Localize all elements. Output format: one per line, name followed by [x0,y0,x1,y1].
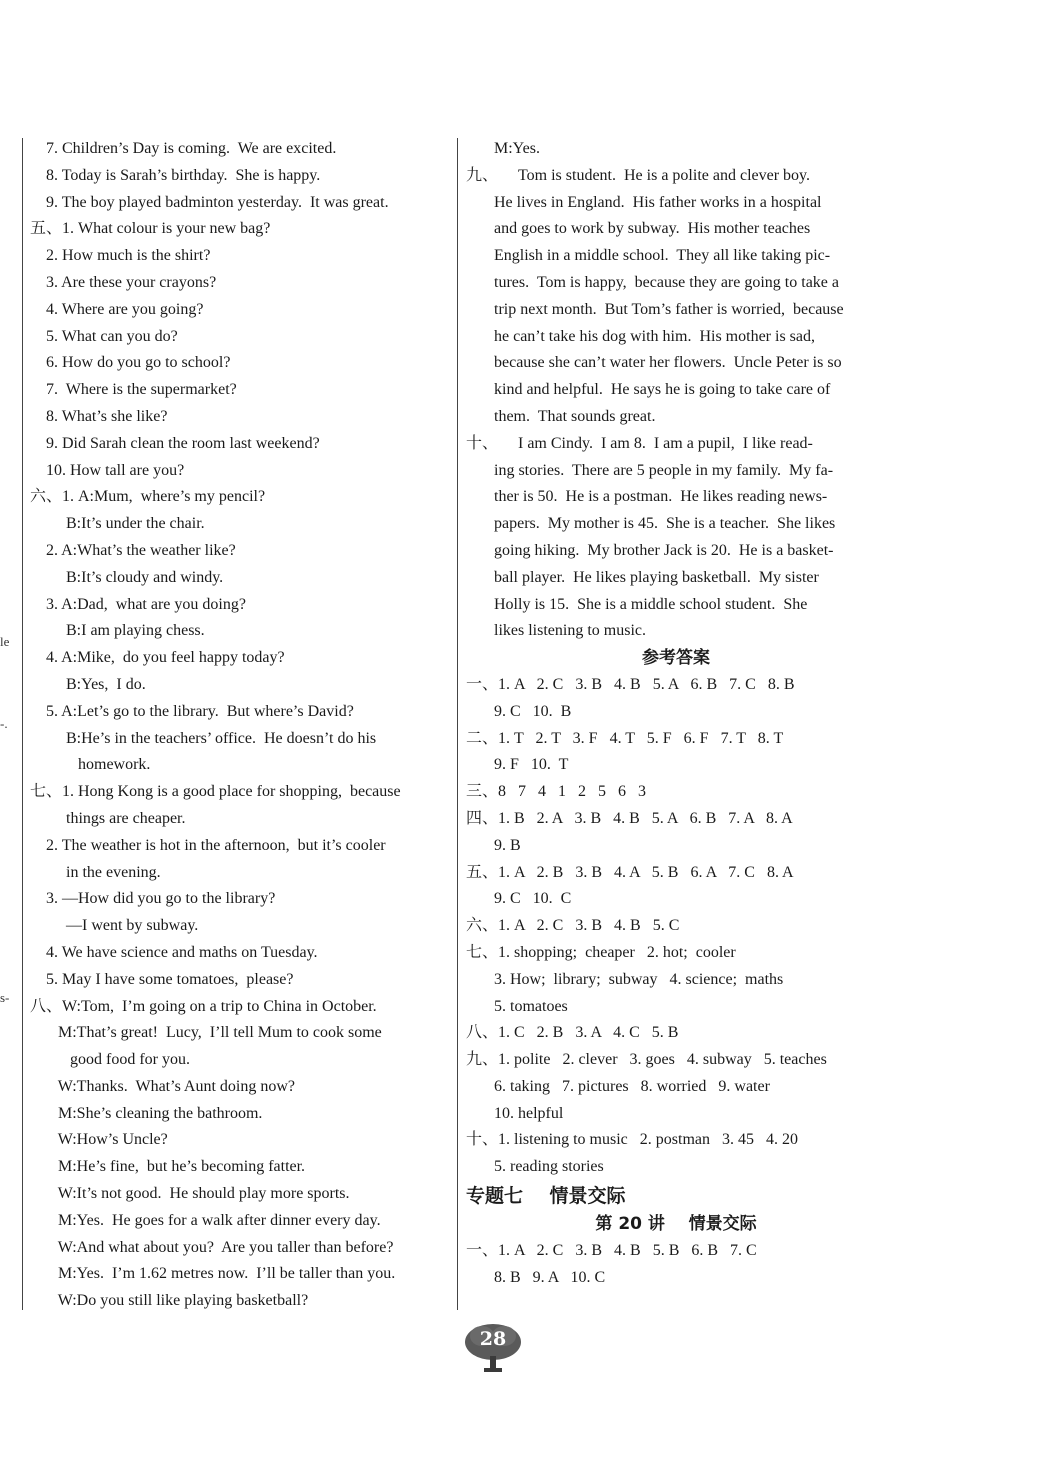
text-line: 10. How tall are you? [30,461,185,479]
text-line: M:That’s great! Lucy, I’ll tell Mum to cook some [30,1024,382,1042]
text-line: 10. helpful [466,1104,564,1122]
text-line: things are cheaper. [30,809,186,827]
text-line: 一、1. A 2. C 3. B 4. B 5. B 6. B 7. C [466,1241,757,1259]
left-column [30,136,450,1315]
text-line: 3. —How did you go to the library? [30,890,276,908]
text-line: 九、 Tom is student. He is a polite and clever boy. [466,166,811,184]
text-line: 5. reading stories [466,1158,604,1176]
text-line: W:Thanks. What’s Aunt doing now? [30,1077,296,1095]
text-line: trip next month. But Tom’s father is worried, because [466,300,844,318]
page-number: 28 [479,1328,507,1350]
text-line: B:He’s in the teachers’ office. He doesn’t do his [30,729,377,747]
text-line: 9. C 10. C [466,890,572,908]
text-line: 专题七 情景交际 [466,1185,626,1208]
text-line: 六、1. A:Mum, where’s my pencil? [30,488,266,506]
text-line: 七、1. shopping; cheaper 2. hot; cooler [466,943,736,961]
edge-mark: -. [0,716,8,731]
text-line: because she can’t water her flowers. Uncle Peter is so [466,354,842,372]
text-line: them. That sounds great. [466,407,656,425]
text-line: M:She’s cleaning the bathroom. [30,1104,263,1122]
text-line: 五、1. A 2. B 3. B 4. A 5. B 6. A 7. C 8. A [466,863,794,881]
text-line: W:How’s Uncle? [30,1131,168,1149]
text-line: 5. May I have some tomatoes, please? [30,970,294,988]
text-line: papers. My mother is 45. She is a teacher. She likes [466,515,836,533]
text-line: 7. Children’s Day is coming. We are excited. [30,140,337,157]
text-line: —I went by subway. [30,917,199,935]
text-line: W:Do you still like playing basketball? [30,1292,309,1310]
text-line: ing stories. There are 5 people in my family. My fa- [466,461,834,479]
text-line: ball player. He likes playing basketball. My sister [466,568,819,586]
text-line: 9. F 10. T [466,756,569,774]
text-line: 2. How much is the shirt? [30,247,211,265]
text-line: English in a middle school. They all like taking pic- [466,247,831,265]
text-line: W:It’s not good. He should play more sports. [30,1185,350,1203]
text-line: going hiking. My brother Jack is 20. He is a basket- [466,541,834,559]
text-line: 参考答案 [642,648,710,669]
text-line: 8. Today is Sarah’s birthday. She is happy. [30,166,321,184]
text-line: 6. How do you go to school? [30,354,231,372]
right-column [466,136,886,1291]
text-line: 第 20 讲 情景交际 [595,1214,757,1235]
text-line: B:Yes, I do. [30,675,146,693]
column-divider-center [457,138,458,1310]
page-number-badge [462,1322,524,1374]
text-line: 一、1. A 2. C 3. B 4. B 5. A 6. B 7. C 8. B [466,675,795,693]
text-line: likes listening to music. [466,622,646,640]
text-line: 8. What’s she like? [30,407,168,425]
text-line: kind and helpful. He says he is going to take care of [466,381,831,399]
text-line: M:Yes. [466,140,540,157]
text-line: 八、W:Tom, I’m going on a trip to China in October. [30,997,377,1015]
text-line: 9. The boy played badminton yesterday. It was great. [30,193,389,211]
text-line: B:It’s under the chair. [30,515,205,533]
edge-mark: le [0,634,10,649]
text-line: 十、 I am Cindy. I am 8. I am a pupil, I like read- [466,434,813,452]
text-line: 二、1. T 2. T 3. F 4. T 5. F 6. F 7. T 8. T [466,729,784,747]
text-line: 三、8 7 4 1 2 5 6 3 [466,783,647,801]
text-line: 6. taking 7. pictures 8. worried 9. water [466,1077,770,1095]
text-line: 四、1. B 2. A 3. B 4. B 5. A 6. B 7. A 8. A [466,809,793,827]
text-line: 3. How; library; subway 4. science; maths [466,970,784,988]
text-line: 8. B 9. A 10. C [466,1268,606,1286]
text-line: 3. Are these your crayons? [30,273,217,291]
text-line: 5. tomatoes [466,997,568,1015]
text-line: 九、1. polite 2. clever 3. goes 4. subway 5. teaches [466,1051,827,1069]
text-line: 六、1. A 2. C 3. B 4. B 5. C [466,917,680,935]
text-line: M:He’s fine, but he’s becoming fatter. [30,1158,306,1176]
text-line: 7. Where is the supermarket? [30,381,237,399]
text-line: 9. Did Sarah clean the room last weekend? [30,434,320,452]
text-line: 4. We have science and maths on Tuesday. [30,943,318,961]
edge-mark: s- [0,990,10,1005]
text-line: 2. A:What’s the weather like? [30,541,236,559]
text-line: 9. B [466,836,521,854]
text-line: he can’t take his dog with him. His mother is sad, [466,327,815,345]
text-line: 5. What can you do? [30,327,178,345]
text-line: 3. A:Dad, what are you doing? [30,595,246,613]
text-line: M:Yes. He goes for a walk after dinner every day. [30,1211,381,1229]
text-line: 七、1. Hong Kong is a good place for shopping, because [30,783,401,801]
text-line: Holly is 15. She is a middle school student. She [466,595,808,613]
text-line: good food for you. [30,1051,190,1069]
text-line: 八、1. C 2. B 3. A 4. C 5. B [466,1024,679,1042]
column-divider-left [22,138,23,1310]
text-line: B:I am playing chess. [30,622,205,640]
text-line: homework. [30,756,151,774]
text-line: 9. C 10. B [466,702,572,720]
text-line: tures. Tom is happy, because they are going to take a [466,273,839,291]
text-line: 4. A:Mike, do you feel happy today? [30,649,285,667]
text-line: ther is 50. He is a postman. He likes reading news- [466,488,828,506]
text-line: 2. The weather is hot in the afternoon, but it’s cooler [30,836,386,854]
text-line: 4. Where are you going? [30,300,204,318]
text-line: B:It’s cloudy and windy. [30,568,224,586]
text-line: W:And what about you? Are you taller than before? [30,1238,394,1256]
text-line: 5. A:Let’s go to the library. But where’s David? [30,702,354,720]
text-line: He lives in England. His father works in a hospital [466,193,822,211]
text-line: and goes to work by subway. His mother teaches [466,220,811,238]
text-line: 五、1. What colour is your new bag? [30,220,271,238]
text-line: 十、1. listening to music 2. postman 3. 45 4. 20 [466,1131,798,1149]
text-line: in the evening. [30,863,161,881]
text-line: M:Yes. I’m 1.62 metres now. I’ll be taller than you. [30,1265,396,1283]
